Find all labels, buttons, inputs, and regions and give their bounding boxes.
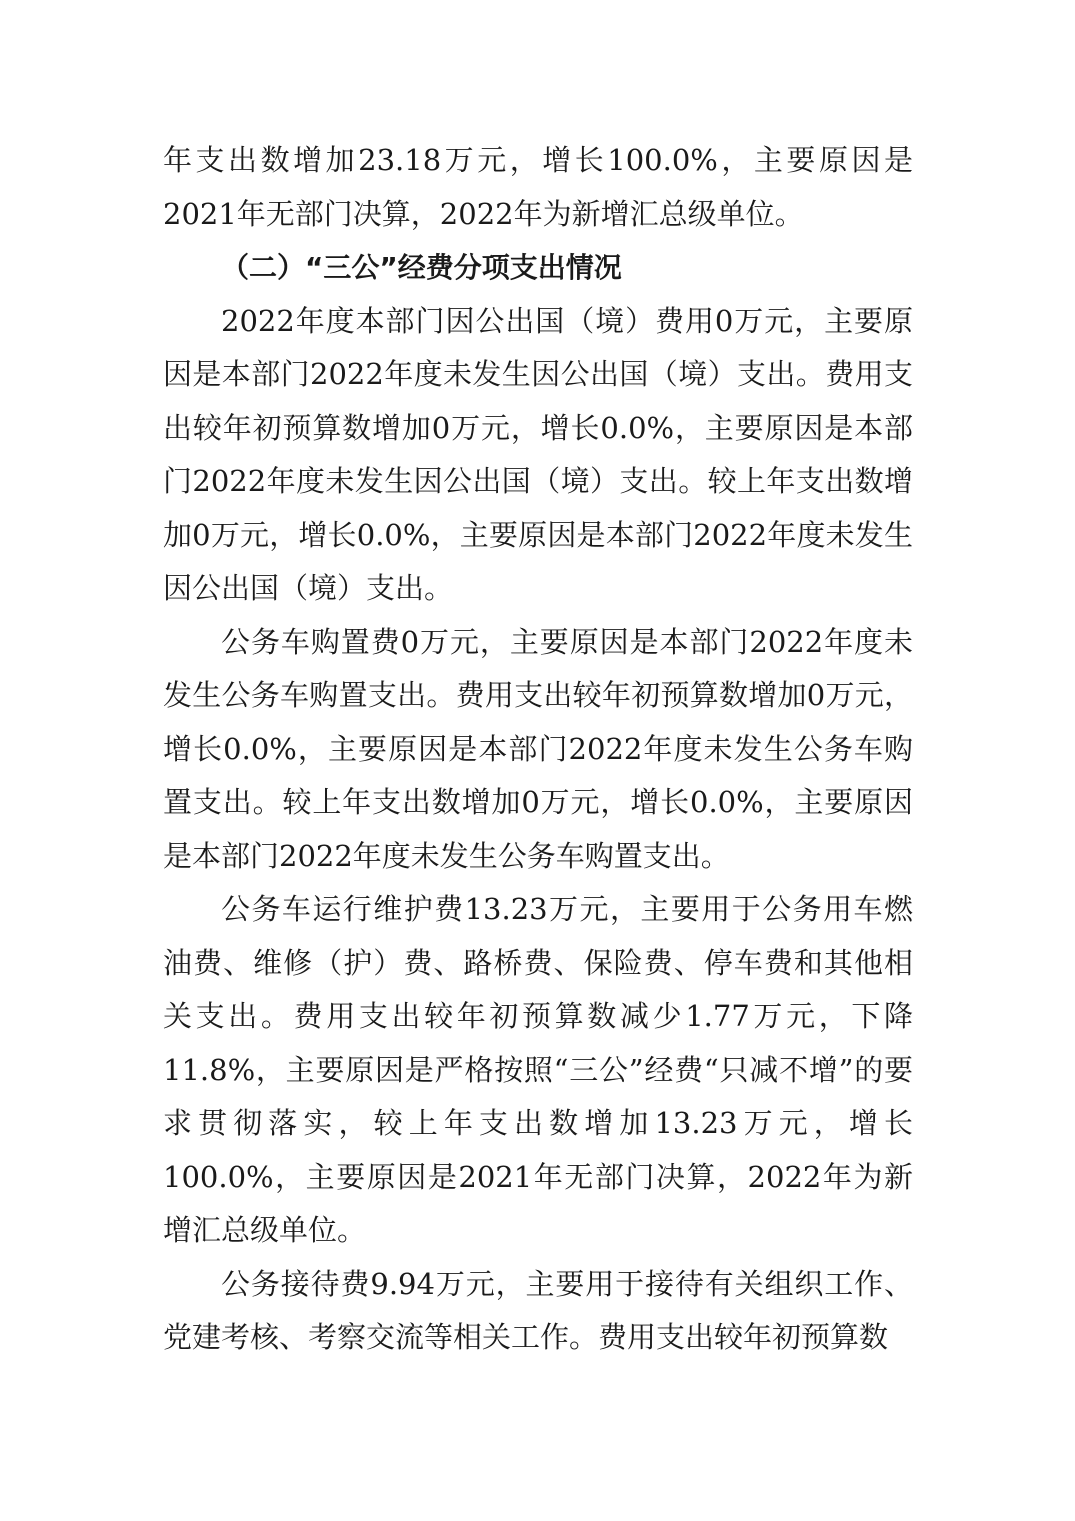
continuation-paragraph: 年支出数增加23.18万元，增长100.0%，主要原因是2021年无部门决算，2022年为新增汇总级单位。: [163, 143, 913, 231]
paragraph-vehicle-operation: 公务车运行维护费13.23万元，主要用于公务用车燃油费、维修（护）费、路桥费、保险费、停车费和其他相关支出。费用支出较年初预算数减少1.77万元，下降11.8%，主要原因是严格按照“三公”经费“只减不增”的要求贯彻落实，较上年支出数增加13.23万元，增长100.0%，主要原因是2021年无部门决算，2022年为新增汇总级单位。: [163, 892, 913, 1247]
document-body: [163, 134, 913, 1365]
section-heading: （二）“三公”经费分项支出情况: [221, 251, 622, 284]
paragraph-reception: 公务接待费9.94万元，主要用于接待有关组织工作、党建考核、考察交流等相关工作。费用支出较年初预算数: [163, 1266, 913, 1354]
paragraph-overseas-travel: 2022年度本部门因公出国（境）费用0万元，主要原因是本部门2022年度未发生因公出国（境）支出。费用支出较年初预算数增加0万元，增长0.0%，主要原因是本部门2022年度未发生因公出国（境）支出。较上年支出数增加0万元，增长0.0%，主要原因是本部门2022年度未发生因公出国（境）支出。: [163, 303, 913, 605]
paragraph-vehicle-purchase: 公务车购置费0万元，主要原因是本部门2022年度未发生公务车购置支出。费用支出较年初预算数增加0万元，增长0.0%，主要原因是本部门2022年度未发生公务车购置支出。较上年支出数增加0万元，增长0.0%，主要原因是本部门2022年度未发生公务车购置支出。: [163, 624, 913, 873]
